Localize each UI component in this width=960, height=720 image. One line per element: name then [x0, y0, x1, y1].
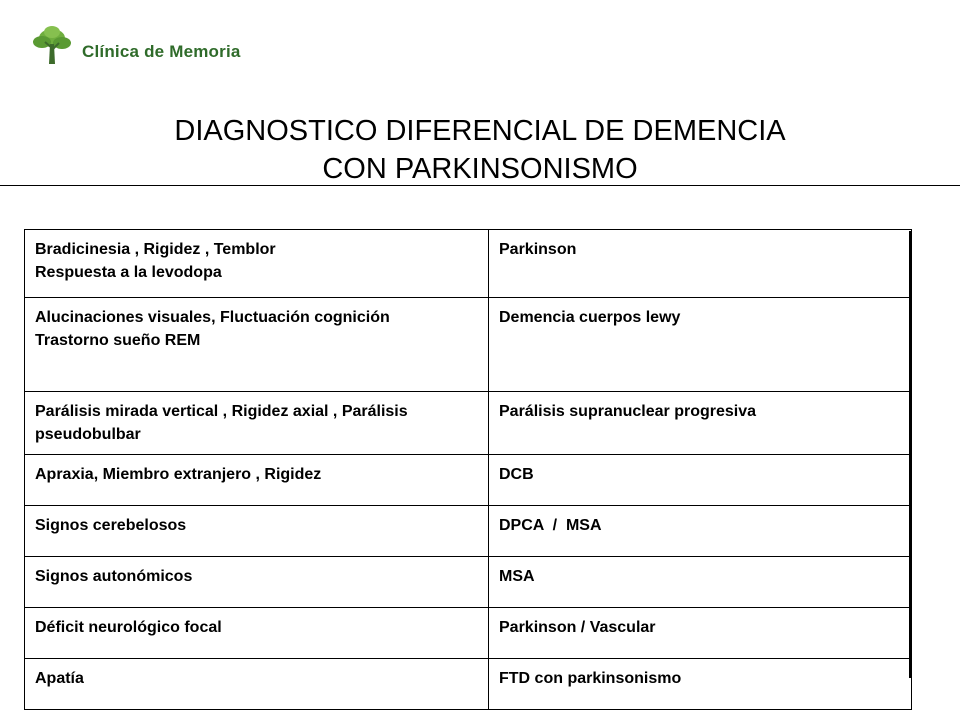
finding-cell: Signos cerebelosos	[25, 506, 489, 557]
title-line-1: DIAGNOSTICO DIFERENCIAL DE DEMENCIA	[174, 115, 786, 147]
table-row	[25, 230, 912, 298]
page-title	[0, 112, 960, 188]
finding-cell: Signos autonómicos	[25, 557, 489, 608]
diagnosis-cell: Parálisis supranuclear progresiva	[489, 392, 912, 455]
diagnosis-cell: MSA	[489, 557, 912, 608]
finding-cell: Apatía	[25, 659, 489, 710]
table-row	[25, 608, 912, 659]
diagnosis-cell: Demencia cuerpos lewy	[489, 298, 912, 392]
finding-cell: Apraxia, Miembro extranjero , Rigidez	[25, 455, 489, 506]
finding-text: Parálisis mirada vertical , Rigidez axial , Parálisis pseudobulbar	[35, 403, 408, 443]
table-row	[25, 392, 912, 455]
finding-cell	[25, 392, 489, 455]
diagnosis-cell: DPCA / MSA	[489, 506, 912, 557]
table-row	[25, 455, 912, 506]
finding-text: Trastorno sueño REM	[35, 332, 201, 349]
diagnosis-cell: FTD con parkinsonismo	[489, 659, 912, 710]
diagnosis-cell: Parkinson	[489, 230, 912, 298]
diagnosis-cell: DCB	[489, 455, 912, 506]
logo-text: Clínica de Memoria	[82, 42, 241, 61]
finding-cell: Déficit neurológico focal	[25, 608, 489, 659]
clinic-logo	[28, 20, 241, 72]
finding-text: Respuesta a la levodopa	[35, 264, 222, 281]
finding-text: Bradicinesia , Rigidez , Temblor	[35, 241, 276, 258]
finding-cell	[25, 298, 489, 392]
table-row	[25, 298, 912, 392]
title-line-2: CON PARKINSONISMO	[322, 153, 638, 185]
finding-text: Alucinaciones visuales, Fluctuación cognición	[35, 309, 390, 326]
finding-cell	[25, 230, 489, 298]
table-row	[25, 557, 912, 608]
table-row	[25, 659, 912, 710]
title-divider	[0, 185, 960, 186]
differential-table	[24, 229, 912, 710]
diagnosis-cell: Parkinson / Vascular	[489, 608, 912, 659]
tree-icon	[28, 22, 76, 70]
table-row	[25, 506, 912, 557]
